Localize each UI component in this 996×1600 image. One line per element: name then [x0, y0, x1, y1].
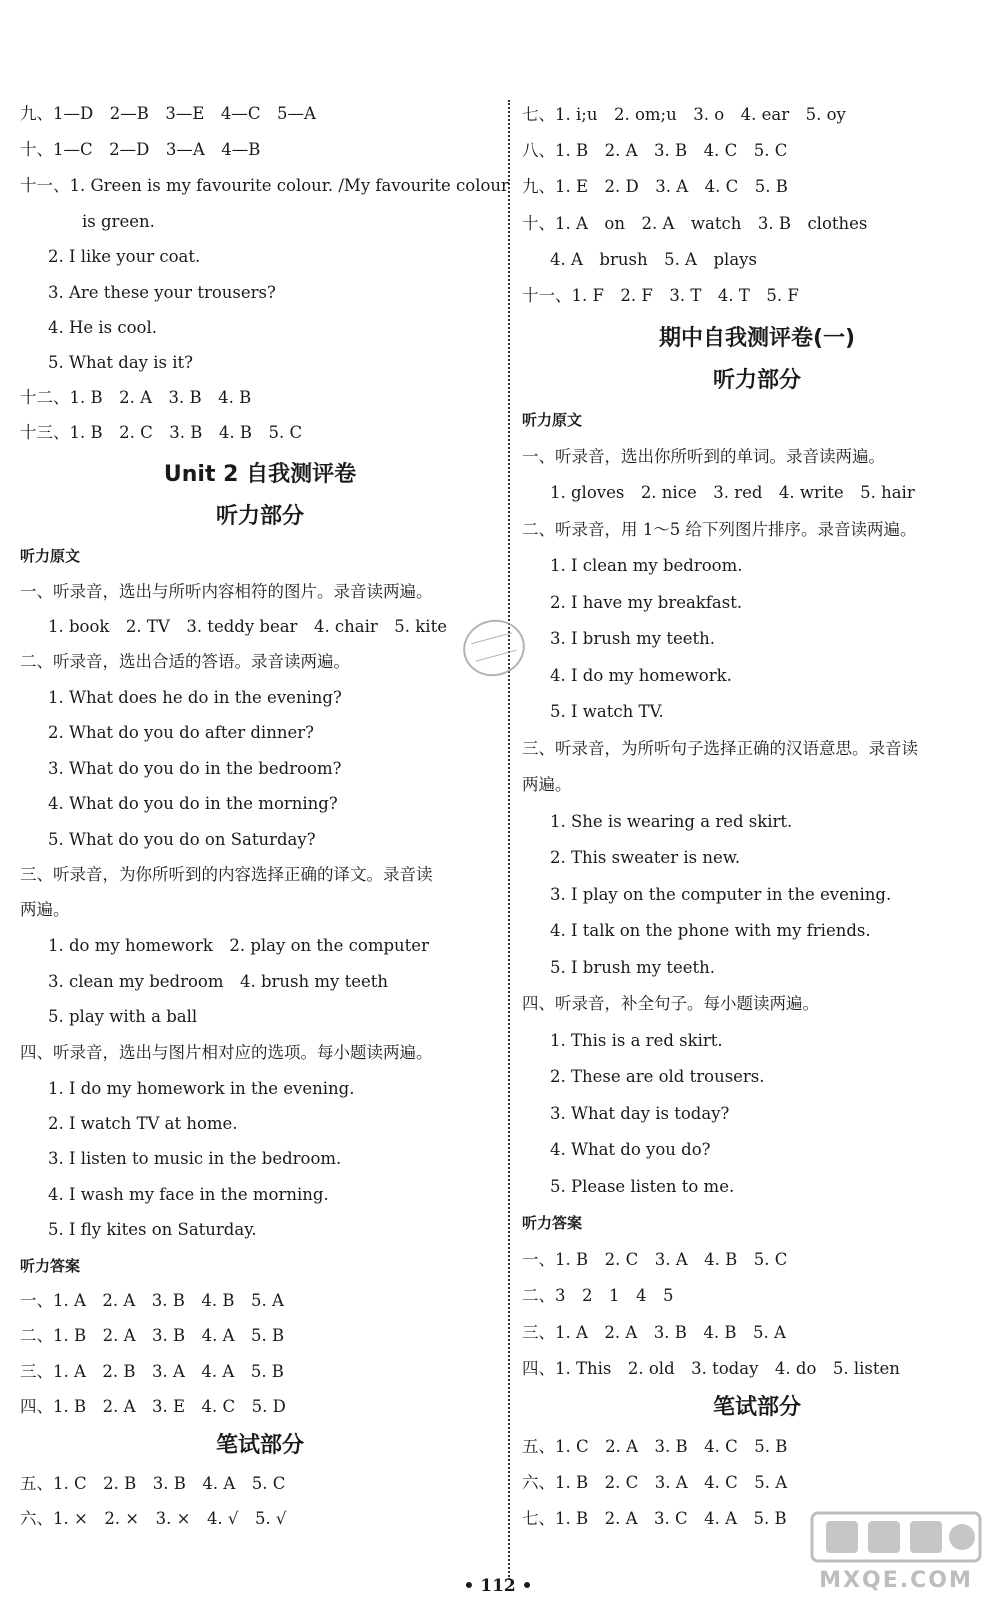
answer-line: 十一、1. Green is my favourite colour. /My favourite colour: [20, 176, 509, 195]
answer-line: 5. Please listen to me.: [550, 1177, 735, 1196]
unit-title: Unit 2 自我测评卷: [163, 462, 357, 487]
answer-line: 5. I brush my teeth.: [550, 958, 716, 977]
listening-answers-label: 听力答案: [20, 1257, 81, 1275]
question-line: 两遍。: [20, 900, 70, 919]
answer-line: 4. He is cool.: [48, 318, 158, 337]
answer-line: is green.: [82, 212, 155, 231]
answer-line: 5. What day is it?: [48, 353, 193, 372]
answer-line: 八、1. B 2. A 3. B 4. C 5. C: [522, 141, 788, 160]
question-line: 一、听录音，选出与所听内容相符的图片。录音读两遍。: [20, 582, 433, 601]
answer-line: 1. gloves 2. nice 3. red 4. write 5. hair: [550, 483, 915, 502]
answer-line: 1. What does he do in the evening?: [48, 688, 342, 707]
answer-line: 二、1. B 2. A 3. B 4. A 5. B: [20, 1326, 285, 1345]
midterm-title: 期中自我测评卷(一): [658, 326, 856, 351]
answer-line: 六、1. × 2. × 3. × 4. √ 5. √: [20, 1509, 287, 1528]
answer-line: 四、1. This 2. old 3. today 4. do 5. listen: [522, 1359, 900, 1378]
answer-line: 4. I talk on the phone with my friends.: [550, 921, 871, 940]
answer-line: 4. I do my homework.: [550, 666, 732, 685]
question-line: 四、听录音，选出与图片相对应的选项。每小题读两遍。: [20, 1043, 433, 1062]
stamp-icon: [457, 613, 531, 683]
answer-line: 一、1. A 2. A 3. B 4. B 5. A: [20, 1291, 284, 1310]
page-number: • 112 •: [463, 1576, 533, 1596]
answer-line: 5. What do you do on Saturday?: [48, 830, 316, 849]
answer-line: 3. clean my bedroom 4. brush my teeth: [48, 972, 389, 991]
answer-line: 5. I watch TV.: [550, 702, 664, 721]
answer-line: 4. A brush 5. A plays: [550, 250, 757, 269]
answer-line: 2. This sweater is new.: [550, 848, 741, 867]
answer-line: 九、1. E 2. D 3. A 4. C 5. B: [522, 177, 788, 196]
answer-line: 十三、1. B 2. C 3. B 4. B 5. C: [20, 423, 303, 442]
answer-line: 1. This is a red skirt.: [550, 1031, 723, 1050]
answer-line: 4. What do you do in the morning?: [48, 794, 338, 813]
section-heading-written: 笔试部分: [712, 1395, 801, 1420]
section-heading-listening: 听力部分: [215, 504, 304, 529]
answer-line: 2. I like your coat.: [48, 247, 201, 266]
answer-line: 十一、1. F 2. F 3. T 4. T 5. F: [522, 286, 799, 305]
listening-text-label: 听力原文: [20, 547, 81, 565]
listening-answers-label: 听力答案: [522, 1214, 583, 1232]
section-heading-written: 笔试部分: [215, 1433, 304, 1458]
answer-line: 2. These are old trousers.: [550, 1067, 765, 1086]
answer-line: 4. What do you do?: [550, 1140, 711, 1159]
answer-line: 3. Are these your trousers?: [48, 283, 276, 302]
answer-line: 2. I have my breakfast.: [550, 593, 743, 612]
answer-line: 5. I fly kites on Saturday.: [48, 1220, 257, 1239]
answer-line: 3. I brush my teeth.: [550, 629, 716, 648]
answer-line: 四、1. B 2. A 3. E 4. C 5. D: [20, 1397, 286, 1416]
question-line: 一、听录音，选出你所听到的单词。录音读两遍。: [522, 447, 885, 466]
answer-line: 一、1. B 2. C 3. A 4. B 5. C: [522, 1250, 788, 1269]
answer-line: 2. I watch TV at home.: [48, 1114, 238, 1133]
answer-line: 五、1. C 2. B 3. B 4. A 5. C: [20, 1474, 286, 1493]
question-line: 四、听录音，补全句子。每小题读两遍。: [522, 994, 819, 1013]
answer-line: 1. I do my homework in the evening.: [48, 1079, 355, 1098]
answer-line: 1. book 2. TV 3. teddy bear 4. chair 5. kite: [48, 617, 447, 636]
question-line: 二、听录音，用 1～5 给下列图片排序。录音读两遍。: [522, 520, 917, 539]
answer-line: 二、3 2 1 4 5: [522, 1286, 674, 1305]
answer-line: 七、1. i;u 2. om;u 3. o 4. ear 5. oy: [522, 105, 846, 124]
answer-line: 九、1—D 2—B 3—E 4—C 5—A: [20, 104, 316, 123]
section-heading-listening: 听力部分: [712, 368, 801, 393]
column-divider: [508, 100, 510, 1580]
question-line: 三、听录音，为所听句子选择正确的汉语意思。录音读: [522, 739, 918, 758]
answer-line: 十、1—C 2—D 3—A 4—B: [20, 140, 261, 159]
answer-line: 3. What do you do in the bedroom?: [48, 759, 342, 778]
answer-line: 3. I play on the computer in the evening.: [550, 885, 892, 904]
answer-line: 3. I listen to music in the bedroom.: [48, 1149, 342, 1168]
answer-line: 2. What do you do after dinner?: [48, 723, 314, 742]
answer-line: 3. What day is today?: [550, 1104, 730, 1123]
answer-line: 1. do my homework 2. play on the computer: [48, 936, 429, 955]
question-line: 两遍。: [522, 775, 572, 794]
svg-text:MXQE.COM: MXQE.COM: [819, 1568, 973, 1593]
answer-line: 六、1. B 2. C 3. A 4. C 5. A: [522, 1473, 788, 1492]
answer-line: 4. I wash my face in the morning.: [48, 1185, 329, 1204]
answer-line: 三、1. A 2. A 3. B 4. B 5. A: [522, 1323, 786, 1342]
answer-line: 十二、1. B 2. A 3. B 4. B: [20, 388, 252, 407]
answer-line: 5. play with a ball: [48, 1007, 198, 1026]
answer-line: 七、1. B 2. A 3. C 4. A 5. B: [522, 1509, 787, 1528]
listening-text-label: 听力原文: [522, 411, 583, 429]
answer-line: 1. I clean my bedroom.: [550, 556, 743, 575]
answer-line: 三、1. A 2. B 3. A 4. A 5. B: [20, 1362, 284, 1381]
answer-line: 1. She is wearing a red skirt.: [550, 812, 793, 831]
question-line: 三、听录音，为你所听到的内容选择正确的译文。录音读: [20, 865, 433, 884]
answer-line: 十、1. A on 2. A watch 3. B clothes: [522, 214, 868, 233]
answer-line: 五、1. C 2. A 3. B 4. C 5. B: [522, 1437, 788, 1456]
question-line: 二、听录音，选出合适的答语。录音读两遍。: [20, 652, 350, 671]
